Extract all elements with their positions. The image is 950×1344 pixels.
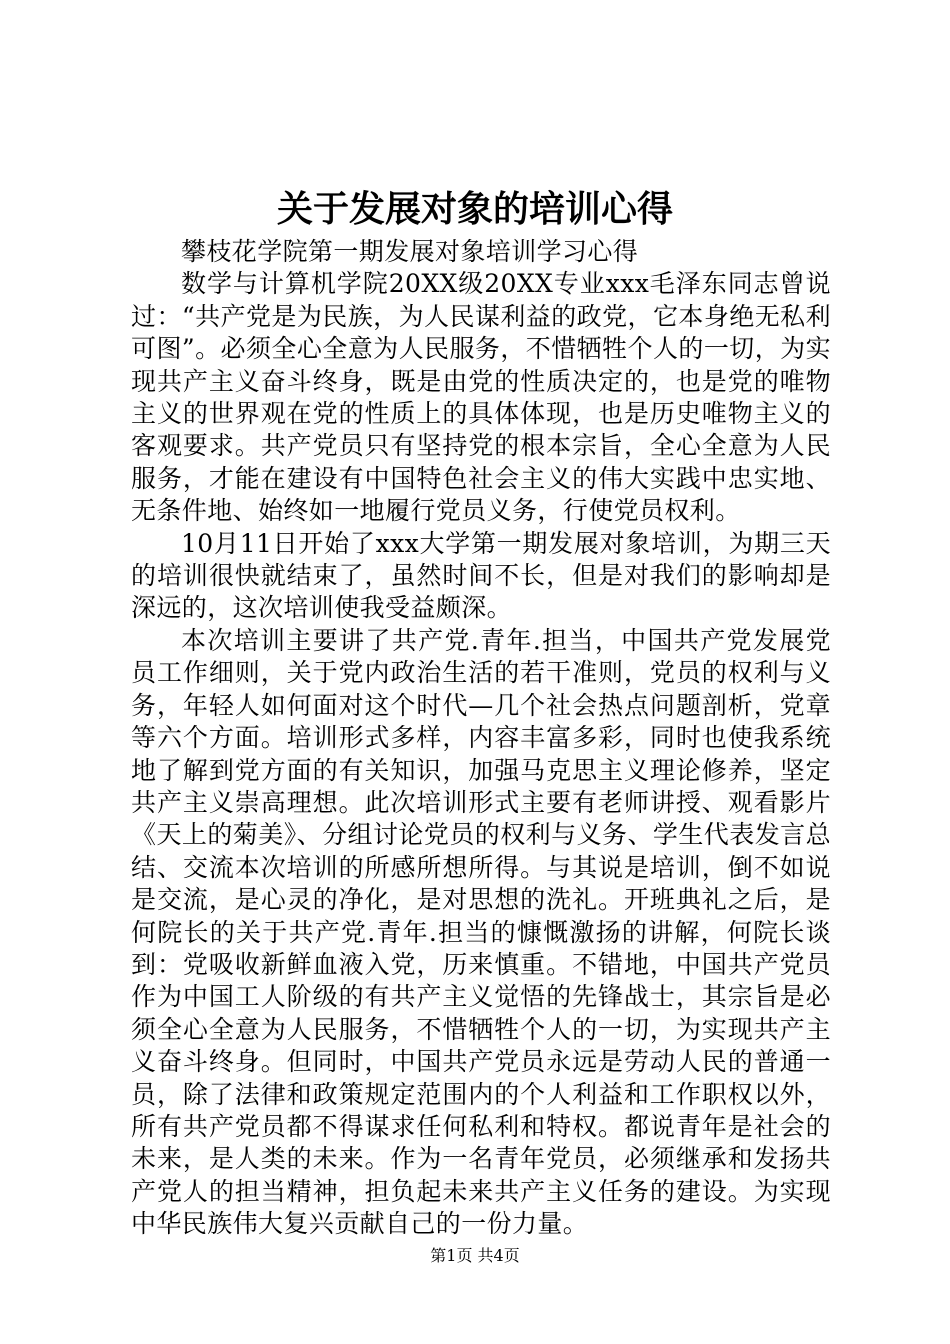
document-title: 关于发展对象的培训心得 xyxy=(276,188,673,230)
document-body xyxy=(131,236,831,1241)
paragraph-2: 10月11日开始了xxx大学第一期发展对象培训，为期三天的培训很快就结束了，虽然时间不长，但是对我们的影响却是深远的，这次培训使我受益颇深。 xyxy=(131,528,831,623)
document-subtitle: 攀枝花学院第一期发展对象培训学习心得 xyxy=(181,237,639,266)
page-number-footer: 第1页 共4页 xyxy=(430,1246,520,1265)
paragraph-3: 本次培训主要讲了共产党.青年.担当，中国共产党发展党员工作细则，关于党内政治生活的若干准则，党员的权利与义务，年轻人如何面对这个时代—几个社会热点问题剖析，党章等六个方面。培训形式多样，内容丰富多彩，同时也使我系统地了解到党方面的有关知识，加强马克思主义理论修养，坚定共产主义崇高理想。此次培训形式主要有老师讲授、观看影片《天上的菊美》、分组讨论党员的权利与义务、学生代表发言总结、交流本次培训的所感所想所得。与其说是培训，倒不如说是交流，是心灵的净化，是对思想的洗礼。开班典礼之后，是何院长的关于共产党.青年.担当的慷慨激扬的讲解，何院长谈到：党吸收新鲜血液入党，历来慎重。不错地，中国共产党员作为中国工人阶级的有共产主义觉悟的先锋战士，其宗旨是必须全心全意为人民服务，不惜牺牲个人的一切，为实现共产主义奋斗终身。但同时，中国共产党员永远是劳动人民的普通一员，除了法律和政策规定范围内的个人利益和工作职权以外，所有共产党员都不得谋求任何私利和特权。都说青年是社会的未来，是人类的未来。作为一名青年党员，必须继承和发扬共产党人的担当精神，担负起未来共产主义任务的建设。为实现中华民族伟大复兴贡献自己的一份力量。 xyxy=(131,625,831,1239)
paragraph-1: 数学与计算机学院20XX级20XX专业xxx毛泽东同志曾说过：“共产党是为民族，为人民谋利益的政党，它本身绝无私利可图”。必须全心全意为人民服务，不惜牺牲个人的一切，为实现共产主义奋斗终身，既是由党的性质决定的，也是党的唯物主义的世界观在党的性质上的具体体现，也是历史唯物主义的客观要求。共产党员只有坚持党的根本宗旨，全心全意为人民服务，才能在建设有中国特色社会主义的伟大实践中忠实地、无条件地、始终如一地履行党员义务，行使党员权利。 xyxy=(131,269,831,526)
